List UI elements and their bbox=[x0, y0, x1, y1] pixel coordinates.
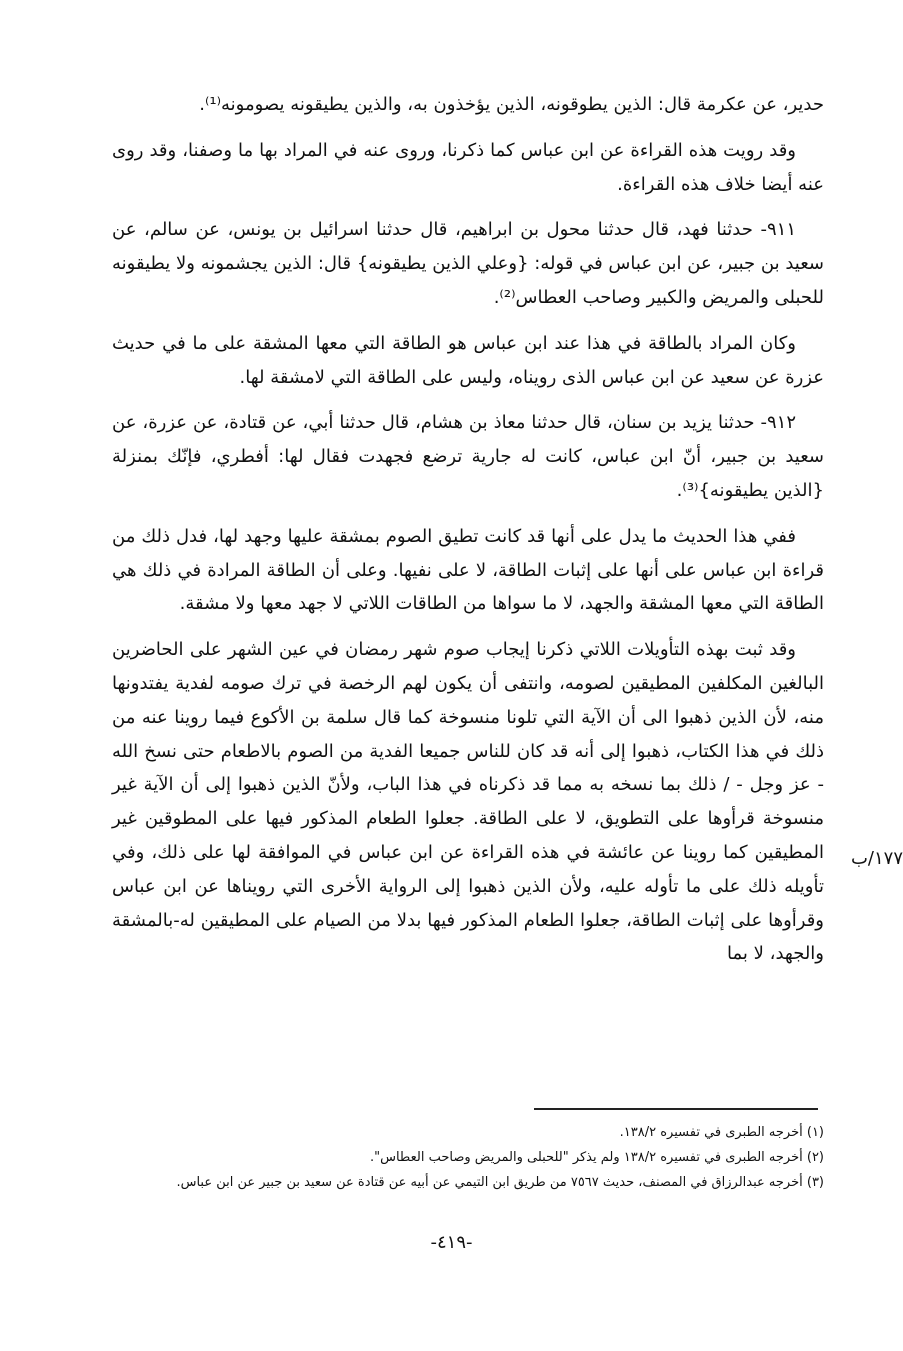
footnote-3: (٣) أخرجه عبدالرزاق في المصنف، حديث ٧٥٦٧ من طريق ابن التيمي عن أبيه عن قتادة عن سعيد بن جبير عن ابن عباس. bbox=[176, 1175, 824, 1190]
manuscript-folio-marker: ١٧٧/ب bbox=[850, 848, 903, 869]
paragraph-5-hadith-912: ٩١٢- حدثنا يزيد بن سنان، قال حدثنا معاذ بن هشام، قال حدثنا أبي، عن قتادة، عن عزرة، عن سعيد بن جبير، أنّ ابن عباس، كانت له جارية ترضع فجهدت فقال لها: أفطري، فإنّك بمنزلة {الذين يطيقونه}⁽³⁾. bbox=[112, 412, 824, 501]
footnote-2: (٢) أخرجه الطبرى في تفسيره ١٣٨/٢ ولم يذكر "للحبلى والمريض وصاحب العطاس". bbox=[369, 1150, 824, 1165]
footnotes bbox=[112, 1120, 824, 1195]
paragraph-3-hadith-911: ٩١١- حدثنا فهد، قال حدثنا محول بن ابراهيم، قال حدثنا اسرائيل بن يونس، عن سالم، عن سعيد بن جبير، عن ابن عباس في قوله: {وعلي الذين يطيقونه} قال: الذين يجشمونه ولا يطيقونه للحبلى والمريض والكبير وصاحب العطاس⁽²⁾. bbox=[112, 219, 824, 308]
paragraph-6: ففي هذا الحديث ما يدل على أنها قد كانت تطيق الصوم بمشقة عليها وجهد لها، فدل ذلك من قراءة ابن عباس على أنها على إثبات الطاقة، لا على نفيها. وعلى أن الطاقة المرادة في ذلك هي الطاقة التي معها المشقة والجهد، لا ما سواها من الطاقات اللاتي لا جهد معها ولا مشقة. bbox=[112, 525, 824, 615]
page-number: -٤١٩- bbox=[430, 1232, 473, 1253]
paragraph-4: وكان المراد بالطاقة في هذا عند ابن عباس هو الطاقة التي معها المشقة على ما في حديث عزرة عن سعيد عن ابن عباس الذى رويناه، وليس على الطاقة التي لامشقة لها. bbox=[112, 332, 824, 388]
paragraph-1: حدير، عن عكرمة قال: الذين يطوقونه، الذين يؤخذون به، والذين يطيقونه يصومونه⁽¹⁾. bbox=[199, 94, 824, 115]
paragraph-2: وقد رويت هذه القراءة عن ابن عباس كما ذكرنا، وروى عنه في المراد بها ما وصفنا، وقد روى عنه أيضا خلاف هذه القراءة. bbox=[112, 139, 824, 195]
main-text bbox=[112, 88, 824, 983]
footnote-divider bbox=[534, 1108, 818, 1110]
paragraph-7: وقد ثبت بهذه التأويلات اللاتي ذكرنا إيجاب صوم شهر رمضان في عين الشهر على الحاضرين البالغين المكلفين المطيقين لصومه، وانتفى أن يكون لهم الرخصة في ترك صومه لفدية يفتدونها منه، لأن الذين ذهبوا الى أن الآية التي تلونا منسوخة كما قال سلمة بن الأكوع فيما روينا عنه من ذلك في هذا الكتاب، ذهبوا إلى أنه قد كان للناس جميعا الفدية من الصوم بالاطعام حتى نسخ الله - عز وجل - / ذلك بما نسخه به مما قد ذكرناه في هذا الباب، ولأنّ الذين ذهبوا إلى أن الآية غير منسوخة قرأوها على التطويق، لا على الطاقة. جعلوا الطعام المذكور فيها على المطوقين غير المطيقين كما روينا عن عائشة في هذه القراءة عن ابن عباس في الموافقة لها على ذلك، وفي تأويله ذلك على ما تأوله عليه، ولأن الذين ذهبوا إلى الرواية الأخرى التي رويناها عن ابن عباس وقرأوها على إثبات الطاقة، جعلوا الطعام المذكور فيها بدلا من الصيام على المطيقين له-بالمشقة والجهد، لا بما bbox=[112, 639, 824, 965]
footnote-1: (١) أخرجه الطبرى في تفسيره ١٣٨/٢. bbox=[619, 1125, 824, 1140]
